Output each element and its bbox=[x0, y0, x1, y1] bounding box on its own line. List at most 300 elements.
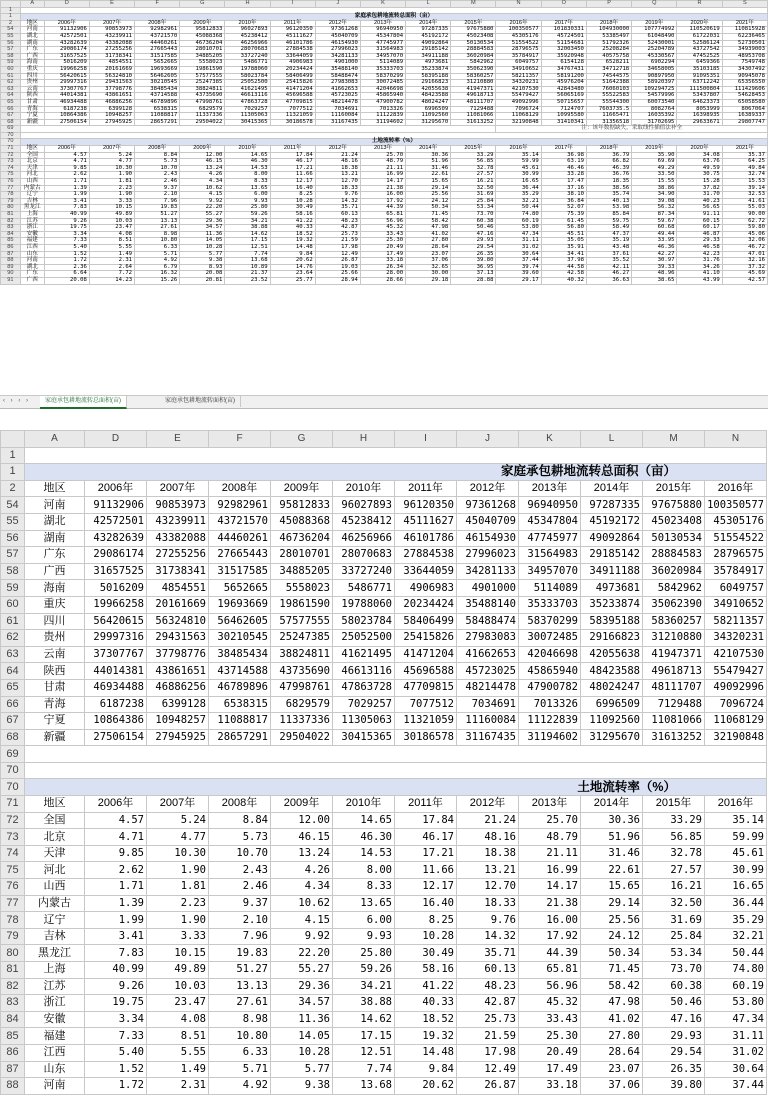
region-cell[interactable]: 陕西 bbox=[25, 663, 85, 680]
value-cell[interactable]: 35488140 bbox=[457, 596, 519, 613]
value-cell[interactable]: 35.19 bbox=[586, 238, 631, 245]
value-cell[interactable]: 30.64 bbox=[496, 251, 541, 258]
value-cell[interactable]: 14.65 bbox=[333, 812, 395, 829]
region-cell[interactable]: 河北 bbox=[25, 862, 85, 879]
value-cell[interactable]: 12.00 bbox=[180, 152, 225, 159]
value-cell[interactable]: 41471204 bbox=[395, 646, 457, 663]
value-cell[interactable]: 1.72 bbox=[44, 258, 89, 265]
value-cell[interactable]: 52730501 bbox=[722, 40, 767, 47]
value-cell[interactable]: 19693669 bbox=[135, 66, 180, 73]
value-cell[interactable]: 25.30 bbox=[519, 1028, 581, 1045]
value-cell[interactable]: 96940950 bbox=[519, 497, 581, 514]
value-cell[interactable]: 13.68 bbox=[225, 258, 270, 265]
value-cell[interactable]: 55522583 bbox=[586, 93, 631, 100]
value-cell[interactable]: 1.71 bbox=[85, 879, 147, 896]
row-number[interactable]: 68 bbox=[1, 119, 21, 126]
region-cell[interactable]: 宁夏 bbox=[25, 713, 85, 730]
column-label[interactable]: 2013年 bbox=[360, 146, 405, 153]
value-cell[interactable]: 65.81 bbox=[519, 962, 581, 979]
value-cell[interactable]: 57577555 bbox=[180, 73, 225, 80]
value-cell[interactable]: 33.43 bbox=[519, 1011, 581, 1028]
value-cell[interactable]: 31517585 bbox=[209, 563, 271, 580]
value-cell[interactable]: 7549748 bbox=[722, 60, 767, 67]
region-cell[interactable]: 重庆 bbox=[20, 66, 44, 73]
value-cell[interactable]: 48.16 bbox=[457, 829, 519, 846]
value-cell[interactable]: 19788060 bbox=[333, 596, 395, 613]
value-cell[interactable]: 4901000 bbox=[315, 60, 360, 67]
value-cell[interactable]: 27996023 bbox=[315, 47, 360, 54]
column-label[interactable]: 2012年 bbox=[315, 20, 360, 27]
value-cell[interactable]: 51554522 bbox=[705, 530, 767, 547]
value-cell[interactable]: 30210545 bbox=[209, 630, 271, 647]
value-cell[interactable]: 35103185 bbox=[677, 66, 722, 73]
value-cell[interactable]: 22.20 bbox=[271, 945, 333, 962]
value-cell[interactable]: 29086174 bbox=[85, 547, 147, 564]
value-cell[interactable]: 69.69 bbox=[632, 159, 677, 166]
row-number[interactable]: 83 bbox=[1, 225, 21, 232]
value-cell[interactable]: 50.46 bbox=[643, 995, 705, 1012]
value-cell[interactable]: 17.21 bbox=[270, 165, 315, 172]
value-cell[interactable]: 36.76 bbox=[586, 172, 631, 179]
column-header-J[interactable]: J bbox=[315, 1, 360, 8]
value-cell[interactable]: 35784917 bbox=[496, 53, 541, 60]
value-cell[interactable]: 32190848 bbox=[705, 729, 767, 746]
value-cell[interactable]: 35.91 bbox=[541, 244, 586, 251]
value-cell[interactable]: 42.23 bbox=[677, 251, 722, 258]
column-label[interactable]: 2010年 bbox=[225, 20, 270, 27]
value-cell[interactable]: 32.65 bbox=[406, 264, 451, 271]
value-cell[interactable]: 26.87 bbox=[315, 258, 360, 265]
value-cell[interactable]: 34281133 bbox=[315, 53, 360, 60]
value-cell[interactable]: 22.61 bbox=[581, 862, 643, 879]
value-cell[interactable]: 36.98 bbox=[541, 152, 586, 159]
row-number[interactable]: 66 bbox=[1, 696, 25, 713]
column-label[interactable]: 2019年 bbox=[632, 20, 677, 27]
value-cell[interactable]: 71.45 bbox=[406, 212, 451, 219]
region-cell[interactable]: 北京 bbox=[25, 829, 85, 846]
column-header-N[interactable]: N bbox=[705, 431, 767, 448]
value-cell[interactable]: 96120350 bbox=[395, 497, 457, 514]
value-cell[interactable]: 10.28 bbox=[180, 244, 225, 251]
region-cell[interactable]: 陕西 bbox=[20, 93, 44, 100]
row-number[interactable]: 83 bbox=[1, 995, 25, 1012]
value-cell[interactable]: 31295670 bbox=[406, 119, 451, 126]
value-cell[interactable]: 53.80 bbox=[496, 225, 541, 232]
region-cell[interactable]: 安徽 bbox=[25, 1011, 85, 1028]
column-label[interactable]: 2007年 bbox=[89, 146, 134, 153]
value-cell[interactable]: 46736204 bbox=[271, 530, 333, 547]
value-cell[interactable]: 35233874 bbox=[406, 66, 451, 73]
value-cell[interactable]: 10.70 bbox=[209, 845, 271, 862]
value-cell[interactable]: 31410341 bbox=[541, 119, 586, 126]
value-cell[interactable]: 25.66 bbox=[315, 271, 360, 278]
region-cell[interactable]: 北京 bbox=[20, 159, 44, 166]
value-cell[interactable]: 13.24 bbox=[271, 845, 333, 862]
value-cell[interactable]: 3.33 bbox=[89, 198, 134, 205]
value-cell[interactable]: 32.78 bbox=[451, 165, 496, 172]
table-title[interactable]: 土地流转率（%） bbox=[20, 139, 767, 146]
value-cell[interactable]: 58191200 bbox=[541, 73, 586, 80]
value-cell[interactable]: 27.61 bbox=[209, 995, 271, 1012]
value-cell[interactable]: 17.47 bbox=[541, 179, 586, 186]
value-cell[interactable]: 4.57 bbox=[44, 152, 89, 159]
value-cell[interactable]: 9.84 bbox=[270, 251, 315, 258]
region-cell[interactable]: 天津 bbox=[25, 845, 85, 862]
region-cell[interactable]: 山东 bbox=[25, 1061, 85, 1078]
value-cell[interactable]: 18.52 bbox=[395, 1011, 457, 1028]
row-number[interactable]: 56 bbox=[1, 530, 25, 547]
value-cell[interactable]: 34910652 bbox=[496, 66, 541, 73]
value-cell[interactable]: 11337336 bbox=[180, 113, 225, 120]
value-cell[interactable]: 3.34 bbox=[44, 231, 89, 238]
value-cell[interactable]: 49092996 bbox=[705, 679, 767, 696]
row-number[interactable]: 71 bbox=[1, 796, 25, 813]
value-cell[interactable]: 35.14 bbox=[705, 812, 767, 829]
value-cell[interactable]: 58370299 bbox=[360, 73, 405, 80]
column-label[interactable]: 2011年 bbox=[395, 796, 457, 813]
value-cell[interactable]: 28796575 bbox=[705, 547, 767, 564]
column-header-O[interactable]: O bbox=[541, 1, 586, 8]
value-cell[interactable]: 52.07 bbox=[541, 205, 586, 212]
value-cell[interactable]: 17.98 bbox=[457, 1044, 519, 1061]
region-cell[interactable]: 上海 bbox=[20, 212, 44, 219]
value-cell[interactable]: 25.80 bbox=[225, 205, 270, 212]
column-label[interactable]: 地区 bbox=[25, 480, 85, 497]
region-cell[interactable]: 吉林 bbox=[25, 928, 85, 945]
region-cell[interactable]: 山东 bbox=[20, 251, 44, 258]
value-cell[interactable]: 1.52 bbox=[44, 251, 89, 258]
region-cell[interactable]: 湖北 bbox=[20, 33, 44, 40]
value-cell[interactable]: 31657525 bbox=[85, 563, 147, 580]
value-cell[interactable]: 59.75 bbox=[586, 218, 631, 225]
value-cell[interactable]: 45.69 bbox=[722, 271, 767, 278]
value-cell[interactable]: 17.49 bbox=[360, 251, 405, 258]
value-cell[interactable]: 48423588 bbox=[581, 663, 643, 680]
value-cell[interactable]: 45330567 bbox=[632, 53, 677, 60]
value-cell[interactable]: 58920397 bbox=[632, 80, 677, 87]
value-cell[interactable]: 27.57 bbox=[643, 862, 705, 879]
value-cell[interactable]: 46.30 bbox=[333, 829, 395, 846]
value-cell[interactable]: 75.39 bbox=[541, 212, 586, 219]
sheet-nav-arrows[interactable]: ‹ › ‹ › bbox=[3, 398, 30, 404]
value-cell[interactable]: 37798776 bbox=[147, 646, 209, 663]
value-cell[interactable]: 1.90 bbox=[147, 862, 209, 879]
value-cell[interactable]: 56462605 bbox=[209, 613, 271, 630]
value-cell[interactable]: 32.06 bbox=[722, 238, 767, 245]
column-label[interactable]: 2011年 bbox=[270, 146, 315, 153]
value-cell[interactable]: 25415826 bbox=[270, 80, 315, 87]
value-cell[interactable]: 35.29 bbox=[496, 192, 541, 199]
row-number[interactable]: 55 bbox=[1, 513, 25, 530]
value-cell[interactable]: 52430001 bbox=[632, 40, 677, 47]
row-number[interactable]: 91 bbox=[1, 277, 21, 284]
value-cell[interactable]: 23.52 bbox=[225, 277, 270, 284]
value-cell[interactable]: 7034691 bbox=[315, 106, 360, 113]
value-cell[interactable]: 5652665 bbox=[135, 60, 180, 67]
region-cell[interactable]: 安徽 bbox=[20, 231, 44, 238]
value-cell[interactable]: 43727542 bbox=[677, 47, 722, 54]
value-cell[interactable]: 56.65 bbox=[677, 205, 722, 212]
value-cell[interactable]: 27945925 bbox=[147, 729, 209, 746]
value-cell[interactable]: 27983083 bbox=[457, 630, 519, 647]
value-cell[interactable]: 34.57 bbox=[271, 995, 333, 1012]
value-cell[interactable]: 11122839 bbox=[519, 713, 581, 730]
value-cell[interactable]: 16398935 bbox=[677, 113, 722, 120]
value-cell[interactable]: 7.33 bbox=[44, 238, 89, 245]
value-cell[interactable]: 4.92 bbox=[135, 258, 180, 265]
value-cell[interactable]: 32.21 bbox=[705, 928, 767, 945]
column-header-D[interactable]: D bbox=[85, 431, 147, 448]
value-cell[interactable]: 27665443 bbox=[135, 47, 180, 54]
region-cell[interactable]: 辽宁 bbox=[25, 912, 85, 929]
value-cell[interactable]: 42.87 bbox=[315, 225, 360, 232]
value-cell[interactable]: 6829579 bbox=[180, 106, 225, 113]
value-cell[interactable]: 11160084 bbox=[457, 713, 519, 730]
value-cell[interactable]: 56420615 bbox=[44, 73, 89, 80]
value-cell[interactable]: 97675880 bbox=[451, 27, 496, 34]
column-label[interactable]: 2009年 bbox=[180, 20, 225, 27]
value-cell[interactable]: 33.43 bbox=[360, 231, 405, 238]
value-cell[interactable]: 20.08 bbox=[180, 271, 225, 278]
value-cell[interactable]: 22.20 bbox=[180, 205, 225, 212]
value-cell[interactable]: 27255256 bbox=[147, 547, 209, 564]
value-cell[interactable]: 50715657 bbox=[541, 99, 586, 106]
value-cell[interactable]: 10.62 bbox=[180, 185, 225, 192]
column-label[interactable]: 2006年 bbox=[85, 480, 147, 497]
value-cell[interactable]: 21.11 bbox=[360, 165, 405, 172]
column-label[interactable]: 2006年 bbox=[44, 146, 89, 153]
value-cell[interactable]: 35333703 bbox=[360, 66, 405, 73]
value-cell[interactable]: 49.59 bbox=[677, 165, 722, 172]
value-cell[interactable]: 11092560 bbox=[581, 713, 643, 730]
value-cell[interactable]: 9.26 bbox=[44, 218, 89, 225]
value-cell[interactable]: 19966258 bbox=[44, 66, 89, 73]
value-cell[interactable]: 5.71 bbox=[209, 1061, 271, 1078]
value-cell[interactable]: 51.27 bbox=[135, 212, 180, 219]
value-cell[interactable]: 14.53 bbox=[333, 845, 395, 862]
value-cell[interactable]: 2.46 bbox=[209, 879, 271, 896]
value-cell[interactable]: 33.18 bbox=[519, 1078, 581, 1095]
value-cell[interactable]: 5486771 bbox=[225, 60, 270, 67]
value-cell[interactable]: 37.06 bbox=[581, 1078, 643, 1095]
value-cell[interactable]: 48.96 bbox=[632, 271, 677, 278]
value-cell[interactable]: 7.96 bbox=[209, 928, 271, 945]
value-cell[interactable]: 16.65 bbox=[705, 879, 767, 896]
value-cell[interactable]: 27665443 bbox=[209, 547, 271, 564]
value-cell[interactable]: 5558023 bbox=[180, 60, 225, 67]
value-cell[interactable]: 40.13 bbox=[586, 198, 631, 205]
value-cell[interactable]: 35233874 bbox=[581, 596, 643, 613]
value-cell[interactable]: 48111707 bbox=[643, 679, 705, 696]
value-cell[interactable]: 21.59 bbox=[457, 1028, 519, 1045]
column-header-E[interactable]: E bbox=[147, 431, 209, 448]
column-header-I[interactable]: I bbox=[270, 1, 315, 8]
value-cell[interactable]: 33.95 bbox=[632, 238, 677, 245]
column-label[interactable]: 2014年 bbox=[406, 20, 451, 27]
value-cell[interactable]: 33.29 bbox=[451, 152, 496, 159]
value-cell[interactable]: 16.32 bbox=[135, 271, 180, 278]
value-cell[interactable]: 97675880 bbox=[643, 497, 705, 514]
value-cell[interactable]: 6049757 bbox=[496, 60, 541, 67]
value-cell[interactable]: 65058580 bbox=[722, 99, 767, 106]
value-cell[interactable]: 30415365 bbox=[225, 119, 270, 126]
value-cell[interactable]: 16.21 bbox=[451, 179, 496, 186]
column-label[interactable]: 2010年 bbox=[333, 796, 395, 813]
value-cell[interactable]: 58395188 bbox=[581, 613, 643, 630]
value-cell[interactable]: 6187238 bbox=[44, 106, 89, 113]
column-label[interactable]: 2011年 bbox=[270, 20, 315, 27]
value-cell[interactable]: 53.98 bbox=[586, 205, 631, 212]
value-cell[interactable]: 7603735.5 bbox=[586, 106, 631, 113]
value-cell[interactable]: 59.99 bbox=[705, 829, 767, 846]
value-cell[interactable]: 8.84 bbox=[209, 812, 271, 829]
value-cell[interactable]: 111500804 bbox=[677, 86, 722, 93]
value-cell[interactable]: 46613116 bbox=[225, 93, 270, 100]
value-cell[interactable]: 35.90 bbox=[632, 152, 677, 159]
value-cell[interactable]: 47.37 bbox=[586, 231, 631, 238]
value-cell[interactable]: 2.64 bbox=[89, 264, 134, 271]
value-cell[interactable]: 11305063 bbox=[333, 713, 395, 730]
value-cell[interactable]: 43714588 bbox=[135, 93, 180, 100]
value-cell[interactable]: 9.76 bbox=[457, 912, 519, 929]
value-cell[interactable]: 65356550 bbox=[722, 80, 767, 87]
column-header-G[interactable]: G bbox=[271, 431, 333, 448]
value-cell[interactable]: 36.84 bbox=[541, 198, 586, 205]
value-cell[interactable]: 37.44 bbox=[705, 1078, 767, 1095]
value-cell[interactable]: 13.21 bbox=[457, 862, 519, 879]
value-cell[interactable]: 36.79 bbox=[586, 152, 631, 159]
region-cell[interactable]: 全国 bbox=[20, 152, 44, 159]
value-cell[interactable]: 27983083 bbox=[315, 80, 360, 87]
value-cell[interactable]: 51.27 bbox=[209, 962, 271, 979]
value-cell[interactable]: 17.98 bbox=[315, 244, 360, 251]
region-cell[interactable]: 全国 bbox=[25, 812, 85, 829]
column-label[interactable]: 2013年 bbox=[360, 20, 405, 27]
column-label[interactable]: 2012年 bbox=[457, 480, 519, 497]
value-cell[interactable]: 42.27 bbox=[632, 251, 677, 258]
value-cell[interactable]: 45111627 bbox=[270, 33, 315, 40]
value-cell[interactable]: 6399128 bbox=[89, 106, 134, 113]
value-cell[interactable]: 25415826 bbox=[395, 630, 457, 647]
column-label[interactable]: 2008年 bbox=[209, 796, 271, 813]
value-cell[interactable]: 1.81 bbox=[89, 179, 134, 186]
value-cell[interactable]: 5.77 bbox=[271, 1061, 333, 1078]
value-cell[interactable]: 73.70 bbox=[643, 962, 705, 979]
value-cell[interactable]: 1.90 bbox=[89, 172, 134, 179]
value-cell[interactable]: 4.15 bbox=[271, 912, 333, 929]
value-cell[interactable]: 11122839 bbox=[360, 113, 405, 120]
row-number[interactable]: 1 bbox=[1, 464, 25, 481]
value-cell[interactable]: 45.06 bbox=[722, 231, 767, 238]
value-cell[interactable]: 49.89 bbox=[89, 212, 134, 219]
value-cell[interactable]: 30186578 bbox=[395, 729, 457, 746]
region-cell[interactable]: 江西 bbox=[20, 244, 44, 251]
value-cell[interactable]: 29431563 bbox=[147, 630, 209, 647]
value-cell[interactable]: 39.74 bbox=[496, 264, 541, 271]
column-label[interactable]: 地区 bbox=[20, 20, 44, 27]
value-cell[interactable]: 11068129 bbox=[496, 113, 541, 120]
value-cell[interactable]: 46.15 bbox=[180, 159, 225, 166]
value-cell[interactable]: 4.71 bbox=[85, 829, 147, 846]
region-cell[interactable]: 海南 bbox=[20, 60, 44, 67]
value-cell[interactable]: 58360257 bbox=[451, 73, 496, 80]
column-label[interactable]: 2017年 bbox=[541, 146, 586, 153]
row-number[interactable]: 69 bbox=[1, 126, 21, 133]
value-cell[interactable]: 34957070 bbox=[519, 563, 581, 580]
value-cell[interactable]: 26.35 bbox=[643, 1061, 705, 1078]
region-cell[interactable]: 山西 bbox=[25, 879, 85, 896]
value-cell[interactable]: 58.16 bbox=[270, 212, 315, 219]
value-cell[interactable]: 11068129 bbox=[705, 713, 767, 730]
value-cell[interactable]: 4.08 bbox=[147, 1011, 209, 1028]
value-cell[interactable]: 7.83 bbox=[44, 205, 89, 212]
value-cell[interactable]: 34911188 bbox=[406, 53, 451, 60]
value-cell[interactable]: 4.34 bbox=[180, 179, 225, 186]
value-cell[interactable]: 5.71 bbox=[135, 251, 180, 258]
value-cell[interactable]: 37.61 bbox=[586, 251, 631, 258]
value-cell[interactable]: 9.92 bbox=[271, 928, 333, 945]
value-cell[interactable]: 38.88 bbox=[225, 225, 270, 232]
value-cell[interactable]: 53385497 bbox=[586, 33, 631, 40]
value-cell[interactable]: 32.21 bbox=[496, 198, 541, 205]
value-cell[interactable]: 48.23 bbox=[315, 218, 360, 225]
column-label[interactable]: 2015年 bbox=[643, 796, 705, 813]
value-cell[interactable]: 31.46 bbox=[581, 845, 643, 862]
value-cell[interactable]: 44014381 bbox=[44, 93, 89, 100]
value-cell[interactable]: 48953708 bbox=[722, 53, 767, 60]
value-cell[interactable]: 28070683 bbox=[333, 547, 395, 564]
value-cell[interactable]: 7029257 bbox=[333, 696, 395, 713]
value-cell[interactable]: 31167435 bbox=[315, 119, 360, 126]
value-cell[interactable]: 38824811 bbox=[271, 646, 333, 663]
value-cell[interactable]: 45023408 bbox=[643, 513, 705, 530]
value-cell[interactable]: 15.65 bbox=[581, 879, 643, 896]
value-cell[interactable]: 19861590 bbox=[180, 66, 225, 73]
value-cell[interactable]: 42046698 bbox=[519, 646, 581, 663]
value-cell[interactable]: 44.39 bbox=[519, 945, 581, 962]
value-cell[interactable]: 39.80 bbox=[451, 258, 496, 265]
value-cell[interactable]: 28.64 bbox=[406, 244, 451, 251]
region-cell[interactable]: 广西 bbox=[20, 277, 44, 284]
column-header-D[interactable]: D bbox=[44, 1, 89, 8]
value-cell[interactable]: 5114089 bbox=[360, 60, 405, 67]
value-cell[interactable]: 60.13 bbox=[315, 212, 360, 219]
value-cell[interactable]: 59.99 bbox=[496, 159, 541, 166]
value-cell[interactable]: 18.33 bbox=[457, 895, 519, 912]
value-cell[interactable]: 46934488 bbox=[44, 99, 89, 106]
value-cell[interactable]: 49.89 bbox=[147, 962, 209, 979]
value-cell[interactable]: 49092996 bbox=[496, 99, 541, 106]
value-cell[interactable]: 40.33 bbox=[270, 225, 315, 232]
value-cell[interactable]: 6049757 bbox=[705, 580, 767, 597]
value-cell[interactable]: 63.76 bbox=[677, 159, 722, 166]
value-cell[interactable]: 7129488 bbox=[643, 696, 705, 713]
value-cell[interactable]: 31564983 bbox=[519, 547, 581, 564]
region-cell[interactable]: 福建 bbox=[20, 238, 44, 245]
value-cell[interactable]: 32.50 bbox=[643, 895, 705, 912]
value-cell[interactable]: 46.46 bbox=[541, 165, 586, 172]
value-cell[interactable]: 10995580 bbox=[541, 113, 586, 120]
value-cell[interactable]: 30.36 bbox=[406, 152, 451, 159]
value-cell[interactable]: 33644059 bbox=[395, 563, 457, 580]
value-cell[interactable]: 46886256 bbox=[89, 99, 134, 106]
value-cell[interactable]: 2.62 bbox=[44, 172, 89, 179]
value-cell[interactable]: 34.41 bbox=[541, 251, 586, 258]
value-cell[interactable]: 20161669 bbox=[147, 596, 209, 613]
row-number[interactable]: 79 bbox=[1, 198, 21, 205]
value-cell[interactable]: 18.38 bbox=[315, 165, 360, 172]
row-number[interactable]: 60 bbox=[1, 596, 25, 613]
